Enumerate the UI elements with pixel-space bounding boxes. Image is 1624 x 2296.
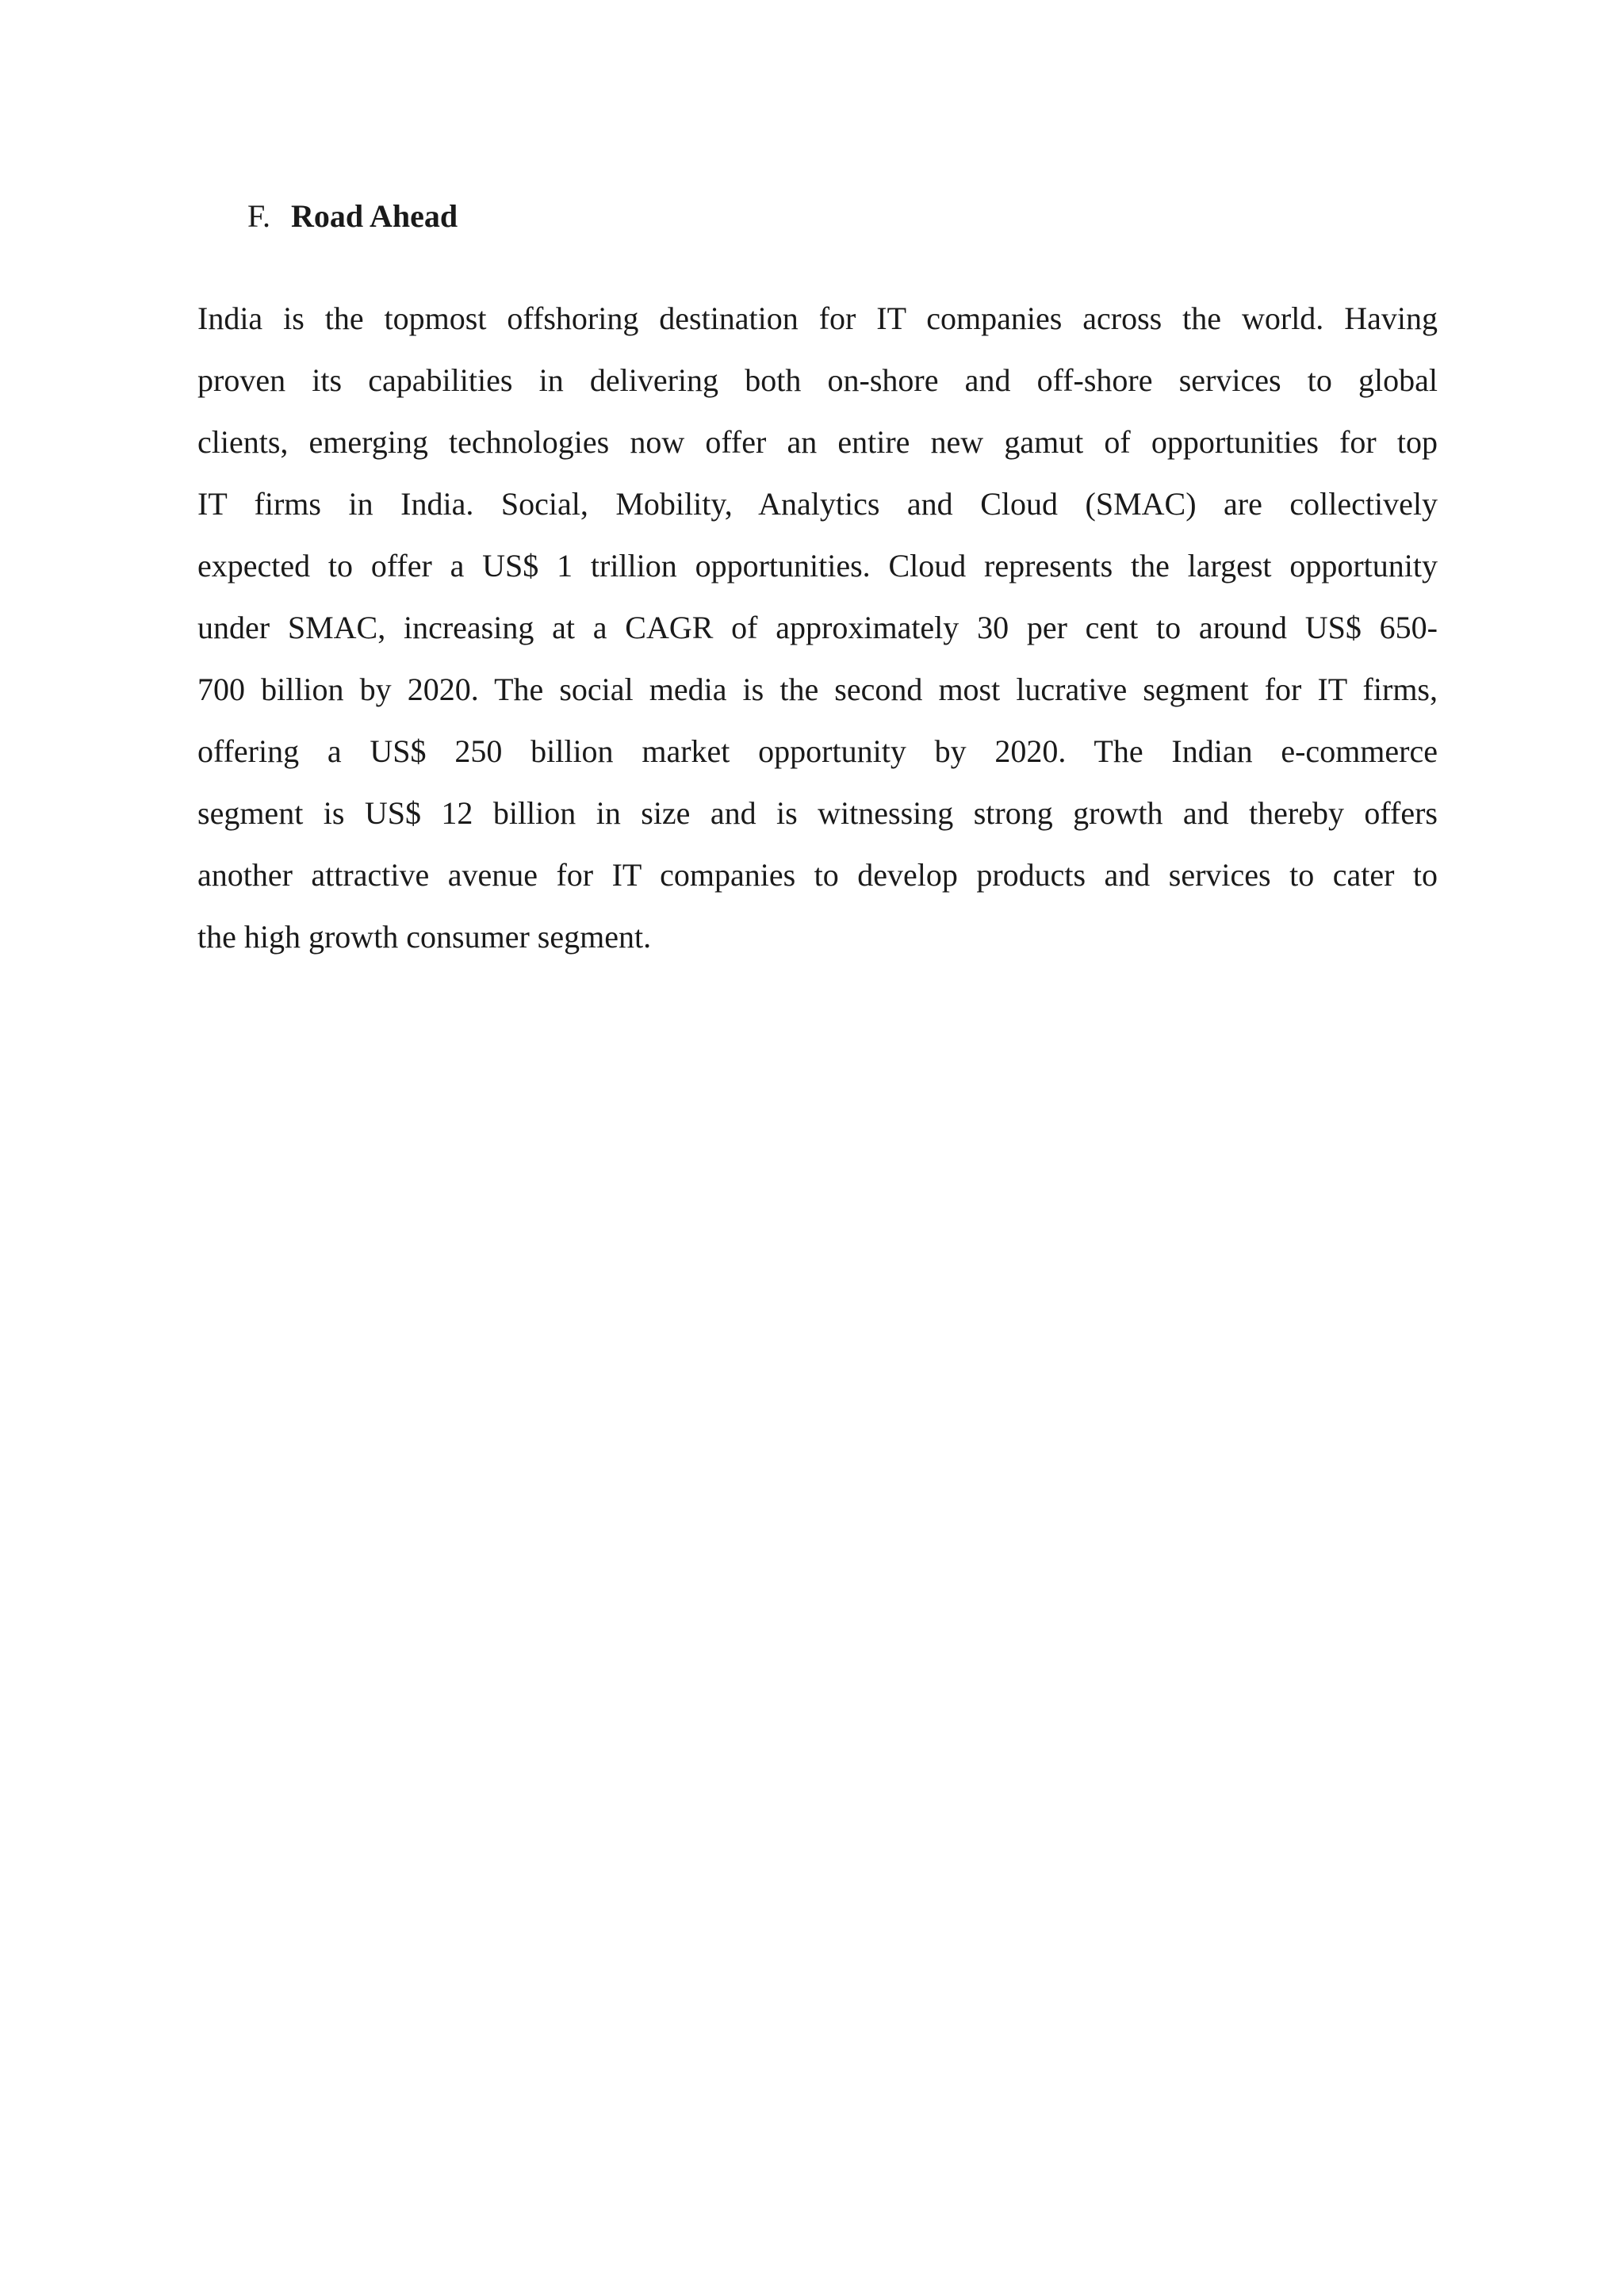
paragraph-line: offering a US$ 250 billion market opportunity by 2020. The Indian e-commerce	[197, 733, 1438, 769]
paragraph-line: proven its capabilities in delivering both on-shore and off-shore services to global	[197, 362, 1438, 398]
paragraph-line: clients, emerging technologies now offer an entire new gamut of opportunities for top	[197, 424, 1438, 460]
paragraph-line: IT firms in India. Social, Mobility, Analytics and Cloud (SMAC) are collectively	[197, 486, 1438, 522]
paragraph-line: under SMAC, increasing at a CAGR of approximately 30 per cent to around US$ 650-	[197, 610, 1438, 645]
section-title: Road Ahead	[291, 198, 458, 234]
section-letter: F.	[247, 198, 271, 234]
paragraph-line: India is the topmost offshoring destination for IT companies across the world. Having	[197, 300, 1438, 336]
paragraph-line: segment is US$ 12 billion in size and is witnessing strong growth and thereby offers	[197, 795, 1438, 831]
paragraph-line: the high growth consumer segment.	[197, 919, 652, 955]
paragraph-line: 700 billion by 2020. The social media is the second most lucrative segment for IT firms,	[197, 672, 1438, 707]
paragraph-line: expected to offer a US$ 1 trillion opportunities. Cloud represents the largest opportunity	[197, 548, 1438, 584]
paragraph-line: another attractive avenue for IT companies to develop products and services to cater to	[197, 857, 1438, 893]
body-paragraph	[197, 295, 1438, 975]
section-heading	[247, 193, 458, 240]
